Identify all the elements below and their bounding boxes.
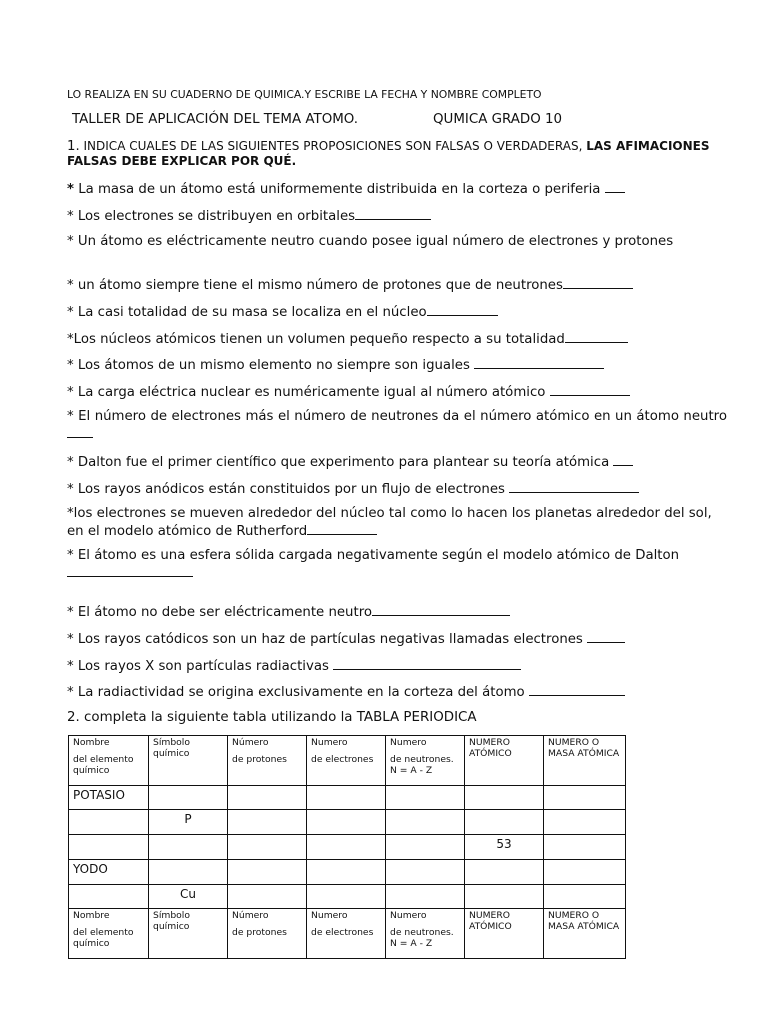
answer-blank[interactable] [550, 383, 630, 396]
header-cell: NUMERO O MASA ATÓMICA [544, 736, 626, 786]
header-cell: NUMERO O MASA ATÓMICA [544, 909, 626, 959]
table-cell[interactable] [228, 786, 307, 810]
table-cell[interactable] [69, 835, 149, 860]
table-row [69, 885, 626, 909]
table-cell[interactable] [544, 810, 626, 835]
answer-blank[interactable] [67, 425, 93, 438]
statement-8 [67, 383, 727, 401]
statement-9 [67, 409, 727, 443]
table-cell[interactable] [544, 835, 626, 860]
table-cell[interactable] [307, 885, 386, 909]
answer-blank[interactable] [605, 180, 625, 193]
question-1 [67, 139, 727, 169]
statement-text: * El átomo no debe ser eléctricamente neutro [67, 605, 373, 620]
statement-15 [67, 630, 727, 648]
header-cell: NUMERO ATÓMICO [465, 909, 544, 959]
statement-text: * La radiactividad se origina exclusivamente en la corteza del átomo [67, 685, 525, 700]
table-cell[interactable] [228, 885, 307, 909]
table-cell[interactable] [465, 786, 544, 810]
table-cell[interactable]: Cu [149, 885, 228, 909]
header-cell: Numero de neutrones. N = A - Z [386, 736, 465, 786]
answer-blank[interactable] [587, 630, 625, 643]
statement-14 [67, 603, 727, 621]
statement-text: * Los rayos X son partículas radiactivas [67, 659, 329, 674]
table-cell[interactable] [386, 810, 465, 835]
table-cell[interactable] [465, 810, 544, 835]
answer-blank[interactable] [565, 330, 628, 343]
table-cell[interactable] [228, 835, 307, 860]
header-cell: Símbolo químico [149, 736, 228, 786]
table-cell[interactable] [69, 810, 149, 835]
statement-13 [67, 548, 727, 582]
answer-blank[interactable] [372, 603, 510, 616]
table-cell[interactable] [386, 786, 465, 810]
header-cell: Numero de electrones [307, 909, 386, 959]
header-cell: NUMERO ATÓMICO [465, 736, 544, 786]
table-cell[interactable] [307, 810, 386, 835]
worksheet-title [72, 112, 563, 127]
title-left: TALLER DE APLICACIÓN DEL TEMA ATOMO. [72, 112, 359, 127]
statement-text: * Los rayos catódicos son un haz de partículas negativas llamadas electrones [67, 632, 583, 647]
statement-text: * Un átomo es eléctricamente neutro cuando posee igual número de electrones y protones [67, 234, 674, 249]
q2-number: 2. [67, 710, 80, 725]
statement-text: * Los rayos anódicos están constituidos por un flujo de electrones [67, 482, 505, 497]
statement-text: * La carga eléctrica nuclear es numéricamente igual al número atómico [67, 385, 546, 400]
statement-text: *los electrones se mueven alrededor del núcleo tal como lo hacen los planetas alrededor del sol, en el modelo atómico de Rutherford [67, 506, 712, 539]
answer-blank[interactable] [613, 453, 633, 466]
table-cell[interactable] [465, 860, 544, 885]
answer-blank[interactable] [355, 207, 431, 220]
table-row [69, 860, 626, 885]
answer-blank[interactable] [474, 356, 604, 369]
header-cell: Nombre del elemento químico [69, 909, 149, 959]
table-cell[interactable] [465, 885, 544, 909]
table-cell[interactable] [149, 860, 228, 885]
header-cell: Número de protones [228, 736, 307, 786]
answer-blank[interactable] [509, 480, 639, 493]
statement-text: * Los átomos de un mismo elemento no siempre son iguales [67, 358, 470, 373]
statement-10 [67, 453, 727, 471]
statement-16 [67, 657, 727, 675]
table-cell[interactable] [69, 885, 149, 909]
header-cell: Numero de neutrones. N = A - Z [386, 909, 465, 959]
instruction-line: LO REALIZA EN SU CUADERNO DE QUIMICA.Y ESCRIBE LA FECHA Y NOMBRE COMPLETO [67, 88, 542, 101]
table-footer-header-row [69, 909, 626, 959]
table-row [69, 810, 626, 835]
table-cell[interactable] [228, 810, 307, 835]
table-cell[interactable] [149, 835, 228, 860]
table-cell[interactable] [544, 786, 626, 810]
answer-blank[interactable] [529, 683, 625, 696]
q2-text: completa la siguiente tabla utilizando la TABLA PERIODICA [84, 710, 477, 725]
statement-7 [67, 356, 727, 374]
answer-blank[interactable] [67, 564, 193, 577]
statement-text: *Los núcleos atómicos tienen un volumen pequeño respecto a su totalidad [67, 332, 565, 347]
table-cell[interactable]: P [149, 810, 228, 835]
answer-blank[interactable] [427, 303, 498, 316]
statement-2 [67, 207, 727, 225]
header-cell: Numero de electrones [307, 736, 386, 786]
statement-17 [67, 683, 727, 701]
header-cell: Símbolo químico [149, 909, 228, 959]
statement-12 [67, 506, 727, 540]
table-cell[interactable] [386, 860, 465, 885]
statement-text: * Dalton fue el primer científico que experimento para plantear su teoría atómica [67, 455, 610, 470]
statement-4 [67, 276, 727, 294]
table-cell[interactable] [307, 860, 386, 885]
q1-bold: LAS AFIMACIONES FALSAS DEBE EXPLICAR POR QUÉ. [67, 139, 710, 168]
table-cell[interactable] [386, 835, 465, 860]
header-cell: Número de protones [228, 909, 307, 959]
table-cell[interactable] [149, 786, 228, 810]
table-cell[interactable] [544, 860, 626, 885]
table-cell[interactable] [307, 786, 386, 810]
statement-5 [67, 303, 727, 321]
answer-blank[interactable] [563, 276, 633, 289]
answer-blank[interactable] [333, 657, 521, 670]
answer-blank[interactable] [307, 522, 377, 535]
table-cell[interactable] [386, 885, 465, 909]
q1-number: 1. [67, 139, 80, 154]
statement-3 [67, 234, 727, 250]
q1-text: INDICA CUALES DE LAS SIGUIENTES PROPOSICIONES SON FALSAS O VERDADERAS, [83, 139, 583, 153]
statement-bullet: * [67, 182, 74, 197]
table-cell[interactable] [228, 860, 307, 885]
statement-11 [67, 480, 727, 498]
statement-text: * El número de electrones más el número de neutrones da el número atómico en un átomo neutro [67, 409, 727, 424]
statement-text: La masa de un átomo está uniformemente distribuida en la corteza o periferia [73, 182, 605, 197]
statement-text: * La casi totalidad de su masa se localiza en el núcleo [67, 305, 427, 320]
table-row [69, 835, 626, 860]
periodic-data-table [68, 735, 626, 959]
statement-text: * un átomo siempre tiene el mismo número de protones que de neutrones [67, 278, 563, 293]
table-cell[interactable] [307, 835, 386, 860]
table-cell[interactable]: POTASIO [69, 786, 149, 810]
table-cell[interactable]: YODO [69, 860, 149, 885]
header-cell: Nombre del elemento químico [69, 736, 149, 786]
statement-6 [67, 330, 727, 348]
statement-text: * El átomo es una esfera sólida cargada negativamente según el modelo atómico de Dalton [67, 548, 680, 563]
table-row [69, 786, 626, 810]
title-right: QUMICA GRADO 10 [433, 112, 563, 127]
table-cell[interactable]: 53 [465, 835, 544, 860]
statement-text: * Los electrones se distribuyen en orbitales [67, 209, 356, 224]
question-2 [67, 710, 477, 725]
table-header-row [69, 736, 626, 786]
table-cell[interactable] [544, 885, 626, 909]
statement-1 [67, 180, 727, 198]
